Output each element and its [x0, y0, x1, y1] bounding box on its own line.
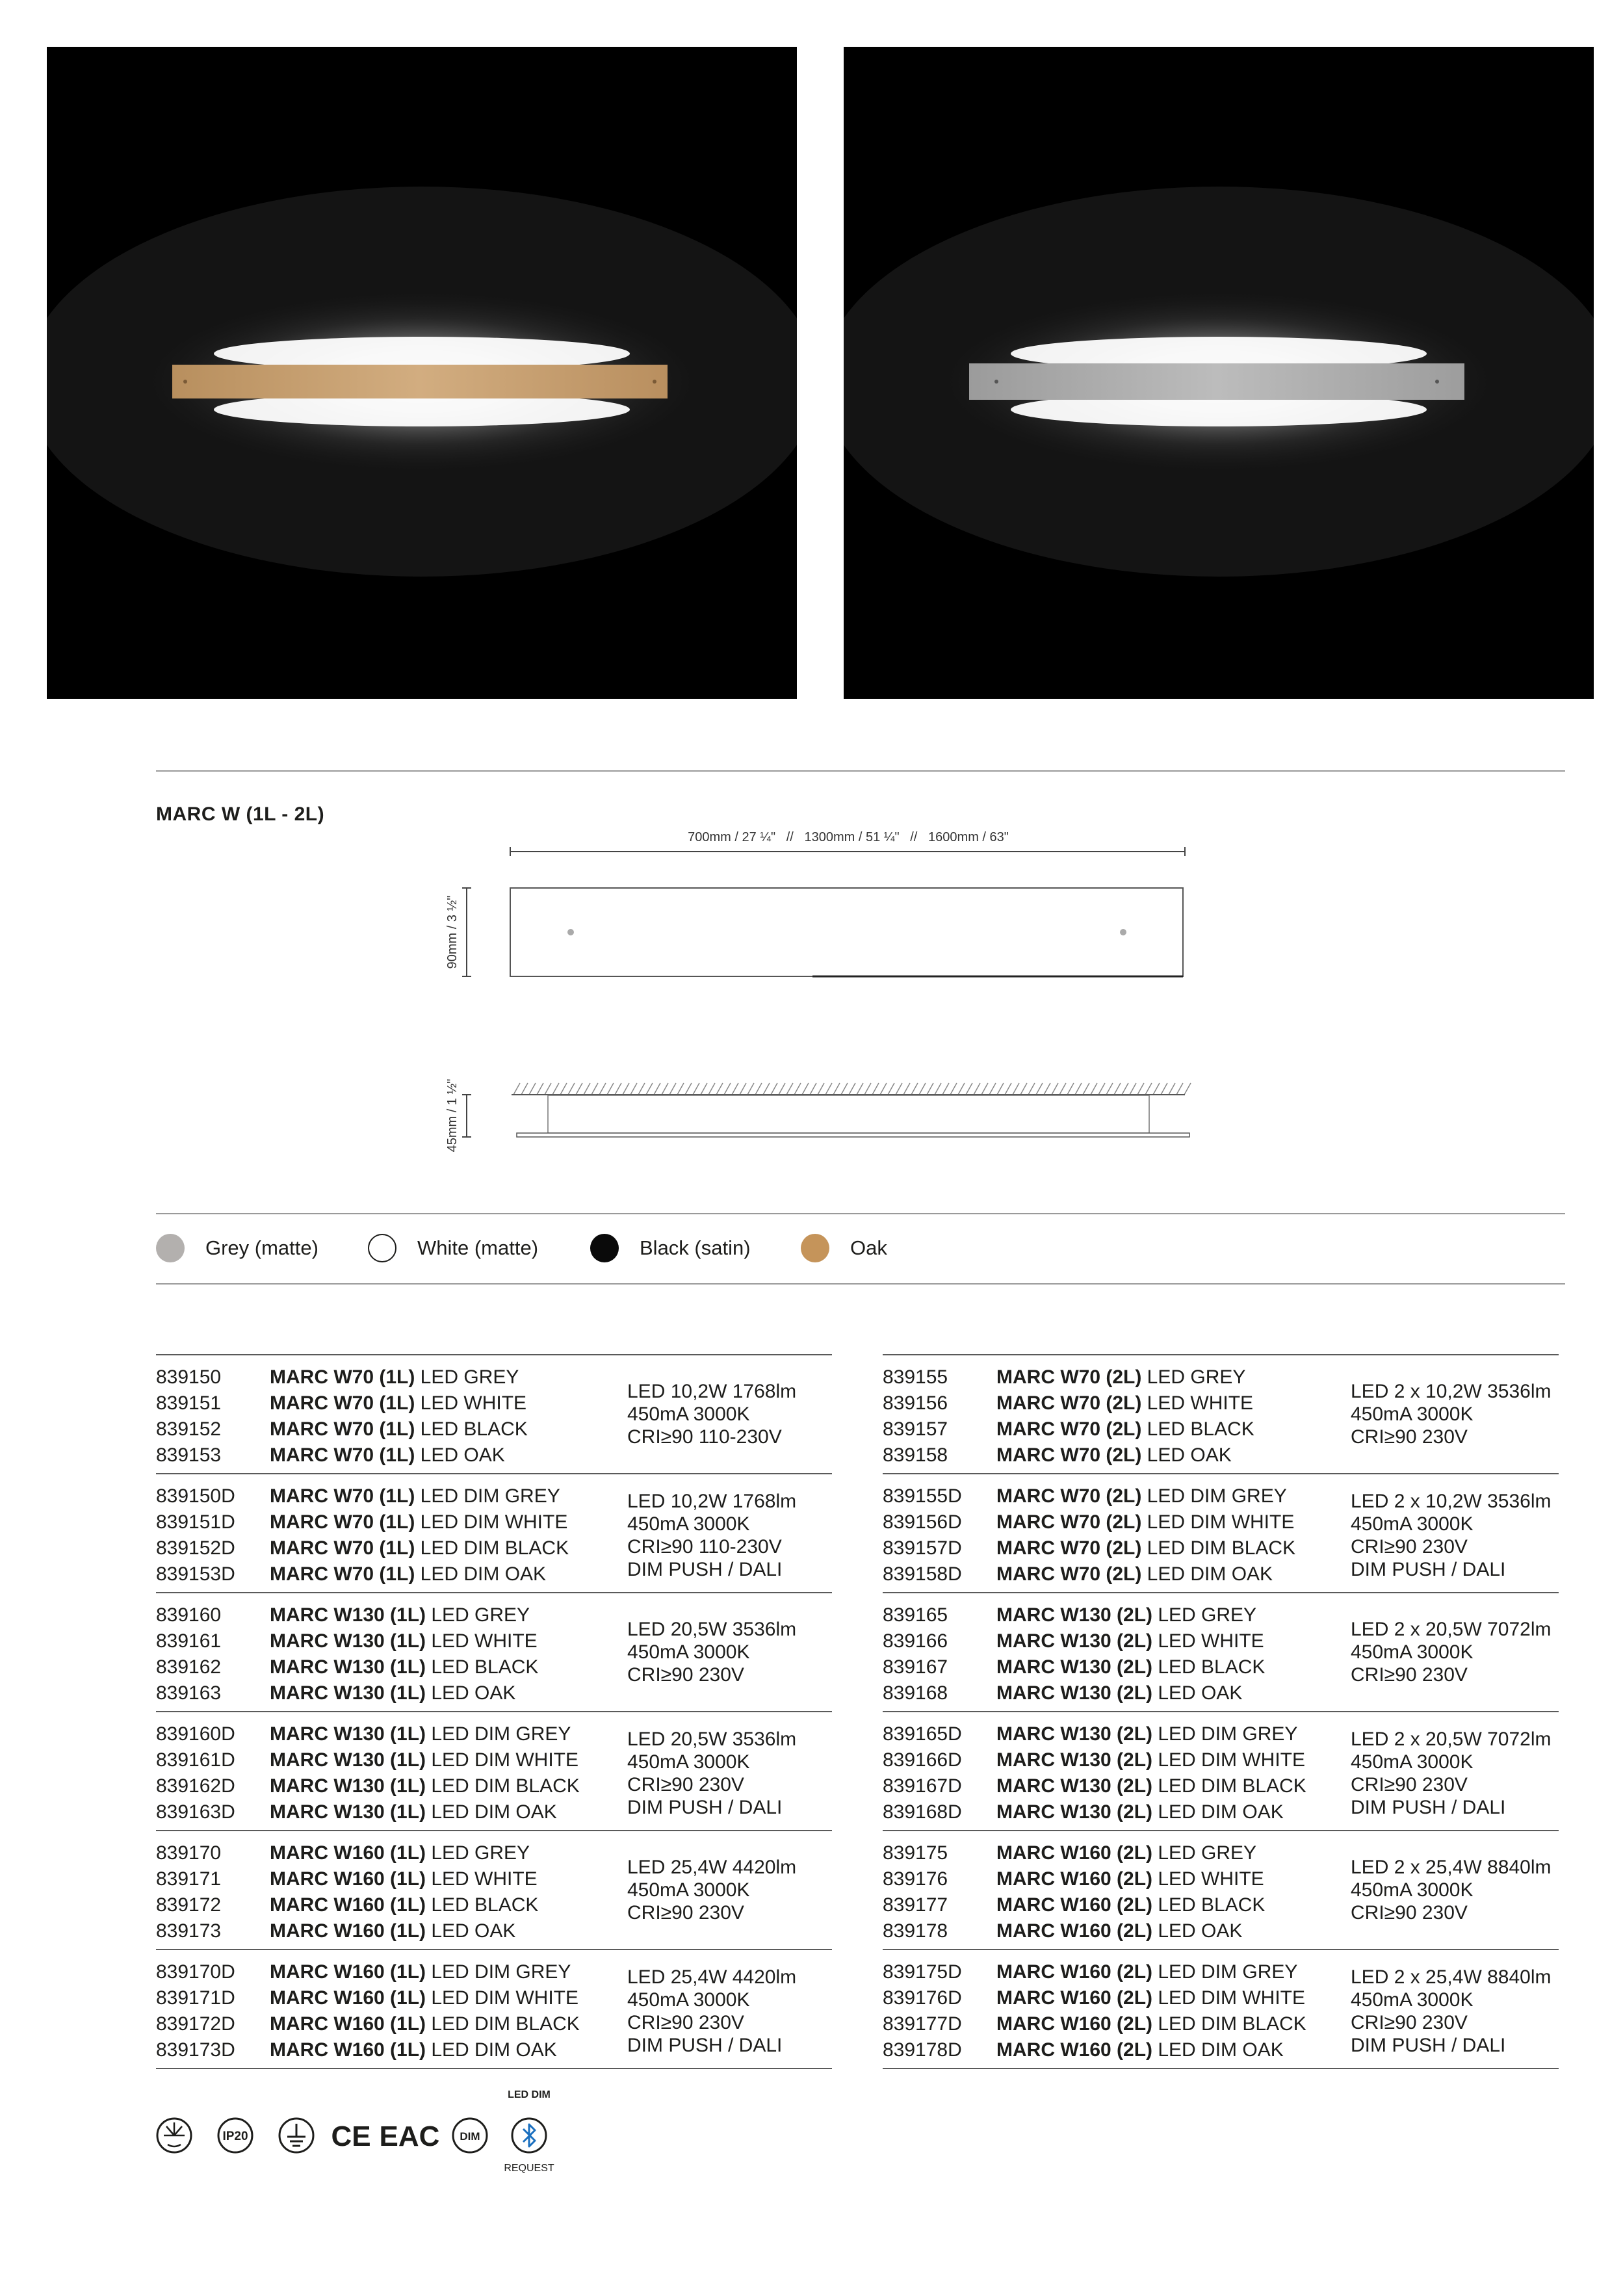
product-name [270, 1866, 538, 1892]
product-model: MARC W70 (1L) [270, 1392, 415, 1414]
product-name [996, 1535, 1295, 1561]
product-code: 839160 [156, 1604, 222, 1626]
spec-line: CRI≥90 230V [1351, 1664, 1468, 1686]
product-name [996, 1416, 1254, 1442]
product-name [270, 1892, 538, 1918]
led-dim-caption: LED DIM [508, 2089, 551, 2100]
spec-line: 450mA 3000K [627, 1989, 750, 2011]
product-code: 839153 [156, 1444, 222, 1466]
product-name [270, 1721, 571, 1747]
product-name [270, 1747, 578, 1773]
product-code: 839166D [883, 1749, 962, 1771]
product-variant: LED WHITE [1152, 1868, 1264, 1890]
product-code: 839172 [156, 1894, 222, 1916]
spec-line: CRI≥90 230V [627, 1774, 744, 1795]
spec-block [1351, 1618, 1551, 1686]
finishes-bottom-rule [156, 1283, 1565, 1285]
swatch-black [590, 1234, 619, 1262]
certification-icons [155, 2082, 571, 2173]
finish-black [590, 1234, 801, 1262]
product-variant: LED DIM GREY [1152, 1961, 1298, 1983]
product-name [996, 2037, 1284, 2063]
spec-line: CRI≥90 230V [1351, 1536, 1468, 1558]
product-name [996, 1364, 1245, 1390]
product-code: 839165D [883, 1723, 962, 1745]
product-code: 839176 [883, 1868, 948, 1890]
spec-line: LED 2 x 25,4W 8840lm [1351, 1857, 1552, 1878]
product-name [270, 1364, 519, 1390]
swatch-oak [801, 1234, 829, 1262]
product-model: MARC W160 (1L) [270, 1961, 426, 1983]
product-variant: LED OAK [426, 1682, 516, 1704]
spec-block [627, 1380, 796, 1448]
product-model: MARC W130 (2L) [996, 1604, 1153, 1626]
product-model: MARC W160 (1L) [270, 1894, 426, 1916]
product-variant: LED DIM BLACK [1141, 1537, 1296, 1559]
product-variant: LED DIM OAK [426, 2039, 557, 2061]
product-variant: LED DIM WHITE [1141, 1511, 1295, 1533]
product-model: MARC W130 (1L) [270, 1749, 426, 1771]
spec-line: 450mA 3000K [1351, 1989, 1474, 2011]
product-model: MARC W160 (1L) [270, 2039, 426, 2061]
product-variant: LED BLACK [415, 1418, 528, 1440]
product-code: 839173D [156, 2039, 235, 2061]
bluetooth-icon [512, 2119, 546, 2152]
product-variant: LED WHITE [426, 1868, 538, 1890]
product-model: MARC W160 (2L) [996, 2039, 1153, 2061]
product-variant: LED DIM OAK [426, 1801, 557, 1823]
product-model: MARC W70 (2L) [996, 1511, 1142, 1533]
spec-line: 450mA 3000K [1351, 1513, 1474, 1535]
product-model: MARC W130 (2L) [996, 1656, 1153, 1678]
spec-line: LED 10,2W 1768lm [627, 1381, 797, 1402]
product-model: MARC W70 (1L) [270, 1563, 415, 1585]
product-code: 839158 [883, 1444, 948, 1466]
product-code: 839177D [883, 2013, 962, 2035]
product-model: MARC W160 (2L) [996, 1894, 1153, 1916]
spec-block [1351, 1490, 1551, 1581]
product-model: MARC W70 (1L) [270, 1485, 415, 1507]
product-model: MARC W70 (1L) [270, 1537, 415, 1559]
finish-label: Oak [850, 1236, 887, 1259]
spec-block [627, 1728, 796, 1819]
product-variant: LED DIM GREY [1152, 1723, 1298, 1745]
product-name [270, 1416, 528, 1442]
product-code: 839152 [156, 1418, 222, 1440]
product-code: 839156D [883, 1511, 962, 1533]
swatch-white [368, 1234, 396, 1262]
product-model: MARC W70 (2L) [996, 1418, 1142, 1440]
product-variant: LED GREY [426, 1604, 530, 1626]
product-name [996, 1959, 1297, 1985]
product-name [996, 1680, 1242, 1706]
product-code: 839168 [883, 1682, 948, 1704]
product-model: MARC W130 (2L) [996, 1749, 1153, 1771]
product-code: 839161D [156, 1749, 235, 1771]
product-name [996, 1747, 1305, 1773]
product-name [270, 1959, 571, 1985]
product-code: 839157 [883, 1418, 948, 1440]
product-variant: LED WHITE [1141, 1392, 1254, 1414]
spec-line: 450mA 3000K [1351, 1879, 1474, 1901]
product-name [996, 1918, 1242, 1944]
product-variant: LED GREY [1152, 1604, 1257, 1626]
led-efficiency-icon [157, 2119, 191, 2152]
product-code: 839153D [156, 1563, 235, 1585]
product-variant: LED DIM WHITE [415, 1511, 568, 1533]
spec-block [627, 1490, 796, 1581]
product-variant: LED WHITE [1152, 1630, 1264, 1652]
product-variant: LED DIM GREY [426, 1723, 571, 1745]
product-name [270, 1535, 569, 1561]
spec-line: LED 25,4W 4420lm [627, 1857, 797, 1878]
spec-line: CRI≥90 230V [627, 1902, 744, 1924]
product-variant: LED DIM BLACK [426, 1775, 580, 1797]
product-model: MARC W70 (1L) [270, 1418, 415, 1440]
length-dimension: 700mm / 27 ¼" // 1300mm / 51 ¼" // 1600mm / 63" [688, 830, 1009, 844]
product-name [996, 1773, 1306, 1799]
product-model: MARC W160 (2L) [996, 1842, 1153, 1864]
product-name [270, 1442, 505, 1468]
product-name [996, 1654, 1265, 1680]
finish-swatches [156, 1229, 887, 1268]
product-variant: LED OAK [1152, 1682, 1243, 1704]
spec-line: 450mA 3000K [627, 1879, 750, 1901]
product-model: MARC W160 (1L) [270, 2013, 426, 2035]
finish-white [368, 1234, 590, 1262]
finish-oak [801, 1234, 887, 1262]
product-model: MARC W130 (2L) [996, 1775, 1153, 1797]
product-model: MARC W160 (1L) [270, 1920, 426, 1942]
product-name [270, 1773, 580, 1799]
product-model: MARC W70 (1L) [270, 1444, 415, 1466]
product-name [996, 1602, 1256, 1628]
product-name [270, 2037, 557, 2063]
product-model: MARC W70 (2L) [996, 1366, 1142, 1388]
product-variant: LED OAK [1152, 1920, 1243, 1942]
spec-line: DIM PUSH / DALI [1351, 1559, 1506, 1580]
product-variant: LED GREY [1141, 1366, 1246, 1388]
product-name [270, 2011, 580, 2037]
product-group [883, 1592, 1559, 1711]
product-code: 839151D [156, 1511, 235, 1533]
product-group [156, 1473, 832, 1592]
product-code: 839165 [883, 1604, 948, 1626]
spec-line: CRI≥90 230V [1351, 2012, 1468, 2033]
product-model: MARC W130 (1L) [270, 1604, 426, 1626]
product-variant: LED GREY [1152, 1842, 1257, 1864]
product-model: MARC W160 (1L) [270, 1842, 426, 1864]
product-model: MARC W130 (2L) [996, 1723, 1153, 1745]
dim-icon [453, 2119, 487, 2152]
product-code: 839155 [883, 1366, 948, 1388]
product-name [270, 1680, 515, 1706]
product-code: 839156 [883, 1392, 948, 1414]
front-view-outline [510, 888, 1183, 976]
product-model: MARC W70 (1L) [270, 1366, 415, 1388]
product-model: MARC W130 (1L) [270, 1723, 426, 1745]
product-name [996, 1799, 1284, 1825]
product-group [156, 1592, 832, 1711]
product-model: MARC W70 (2L) [996, 1444, 1142, 1466]
product-name [996, 2011, 1306, 2037]
product-variant: LED DIM WHITE [1152, 1749, 1306, 1771]
spec-line: LED 2 x 20,5W 7072lm [1351, 1619, 1552, 1640]
product-model: MARC W160 (2L) [996, 1868, 1153, 1890]
product-variant: LED DIM OAK [1152, 1801, 1284, 1823]
product-variant: LED DIM BLACK [1152, 2013, 1306, 2035]
product-variant: LED DIM BLACK [1152, 1775, 1306, 1797]
spec-line: LED 2 x 20,5W 7072lm [1351, 1729, 1552, 1750]
ce-mark-icon: CE [331, 2120, 371, 2152]
product-variant: LED WHITE [415, 1392, 527, 1414]
spec-line: DIM PUSH / DALI [1351, 2035, 1506, 2056]
product-name [270, 1561, 546, 1587]
product-name [270, 1390, 526, 1416]
product-model: MARC W160 (2L) [996, 1961, 1153, 1983]
product-code: 839167 [883, 1656, 948, 1678]
product-name [996, 1892, 1265, 1918]
product-variant: LED BLACK [1152, 1656, 1266, 1678]
product-code: 839171D [156, 1987, 235, 2009]
product-code: 839170D [156, 1961, 235, 1983]
product-code: 839162D [156, 1775, 235, 1797]
product-name [996, 1985, 1305, 2011]
spec-line: CRI≥90 230V [1351, 1774, 1468, 1795]
spec-line: CRI≥90 230V [1351, 1426, 1468, 1448]
product-code: 839170 [156, 1842, 222, 1864]
spec-line: LED 2 x 25,4W 8840lm [1351, 1966, 1552, 1988]
swatch-grey [156, 1234, 185, 1262]
product-variant: LED DIM BLACK [426, 2013, 580, 2035]
spec-line: CRI≥90 110-230V [627, 1426, 782, 1448]
product-code: 839173 [156, 1920, 222, 1942]
product-name [270, 1509, 567, 1535]
height-dimension: 90mm / 3 ½" [445, 895, 460, 969]
finish-label: Grey (matte) [205, 1236, 318, 1259]
product-group [883, 1711, 1559, 1830]
product-code: 839163D [156, 1801, 235, 1823]
spec-line: 450mA 3000K [627, 1403, 750, 1425]
product-name [270, 1483, 560, 1509]
product-name [270, 1799, 557, 1825]
product-name [996, 1561, 1273, 1587]
product-name [996, 1390, 1253, 1416]
product-variant: LED BLACK [1152, 1894, 1266, 1916]
product-table-1l [156, 1354, 832, 2069]
product-variant: LED WHITE [426, 1630, 538, 1652]
product-variant: LED DIM BLACK [415, 1537, 569, 1559]
product-code: 839172D [156, 2013, 235, 2035]
spec-line: DIM PUSH / DALI [627, 1559, 783, 1580]
product-variant: LED DIM OAK [1152, 2039, 1284, 2061]
spec-line: DIM PUSH / DALI [627, 2035, 783, 2056]
product-model: MARC W160 (1L) [270, 1987, 426, 2009]
spec-line: LED 10,2W 1768lm [627, 1491, 797, 1512]
product-model: MARC W160 (2L) [996, 2013, 1153, 2035]
product-variant: LED DIM OAK [415, 1563, 547, 1585]
product-variant: LED OAK [426, 1920, 516, 1942]
product-model: MARC W70 (2L) [996, 1563, 1142, 1585]
product-variant: LED DIM WHITE [1152, 1987, 1306, 2009]
spec-line: 450mA 3000K [1351, 1641, 1474, 1663]
product-variant: LED GREY [415, 1366, 519, 1388]
product-model: MARC W160 (2L) [996, 1987, 1153, 2009]
spec-block [1351, 1966, 1551, 2057]
product-variant: LED OAK [415, 1444, 505, 1466]
product-name [270, 1985, 578, 2011]
spec-block [1351, 1728, 1551, 1819]
product-model: MARC W130 (2L) [996, 1630, 1153, 1652]
product-code: 839155D [883, 1485, 962, 1507]
spec-line: CRI≥90 230V [1351, 1902, 1468, 1924]
product-code: 839167D [883, 1775, 962, 1797]
product-code: 839161 [156, 1630, 222, 1652]
product-group [156, 1354, 832, 1473]
product-code: 839158D [883, 1563, 962, 1585]
product-name [996, 1840, 1256, 1866]
ip20-icon [218, 2119, 252, 2152]
spec-line: 450mA 3000K [1351, 1751, 1474, 1773]
product-group [883, 1354, 1559, 1473]
spec-block [1351, 1856, 1551, 1924]
spec-block [627, 1966, 796, 2057]
product-model: MARC W70 (1L) [270, 1511, 415, 1533]
product-model: MARC W130 (2L) [996, 1801, 1153, 1823]
product-variant: LED DIM WHITE [426, 1749, 579, 1771]
finish-label: White (matte) [417, 1236, 539, 1259]
product-model: MARC W130 (1L) [270, 1656, 426, 1678]
product-code: 839166 [883, 1630, 948, 1652]
product-variant: LED DIM WHITE [426, 1987, 579, 2009]
product-code: 839162 [156, 1656, 222, 1678]
product-code: 839151 [156, 1392, 222, 1414]
product-model: MARC W130 (1L) [270, 1801, 426, 1823]
product-title: MARC W (1L - 2L) [156, 803, 325, 825]
product-variant: LED DIM OAK [1141, 1563, 1273, 1585]
product-group [883, 1830, 1559, 1949]
earth-ground-icon [279, 2119, 313, 2152]
product-name [996, 1442, 1232, 1468]
product-group [156, 1949, 832, 2069]
product-code: 839176D [883, 1987, 962, 2009]
product-name [996, 1628, 1264, 1654]
product-name [270, 1654, 538, 1680]
depth-dimension: 45mm / 1 ½" [445, 1078, 460, 1153]
spec-line: 450mA 3000K [627, 1751, 750, 1773]
product-model: MARC W70 (2L) [996, 1485, 1142, 1507]
product-code: 839150 [156, 1366, 222, 1388]
product-code: 839160D [156, 1723, 235, 1745]
product-model: MARC W130 (1L) [270, 1682, 426, 1704]
product-model: MARC W130 (1L) [270, 1630, 426, 1652]
product-variant: LED OAK [1141, 1444, 1232, 1466]
eac-mark-icon: EAC [379, 2120, 440, 2152]
spec-line: LED 20,5W 3536lm [627, 1619, 797, 1640]
product-variant: LED DIM GREY [415, 1485, 560, 1507]
product-variant: LED BLACK [1141, 1418, 1254, 1440]
product-code: 839150D [156, 1485, 235, 1507]
product-model: MARC W130 (1L) [270, 1775, 426, 1797]
product-table-2l [883, 1354, 1559, 2069]
spec-line: LED 2 x 10,2W 3536lm [1351, 1491, 1552, 1512]
spec-line: 450mA 3000K [1351, 1403, 1474, 1425]
product-name [270, 1918, 515, 1944]
product-code: 839168D [883, 1801, 962, 1823]
product-code: 839163 [156, 1682, 222, 1704]
spec-line: DIM PUSH / DALI [1351, 1797, 1506, 1818]
product-variant: LED GREY [426, 1842, 530, 1864]
product-model: MARC W160 (1L) [270, 1868, 426, 1890]
product-model: MARC W130 (2L) [996, 1682, 1153, 1704]
spec-line: LED 2 x 10,2W 3536lm [1351, 1381, 1552, 1402]
product-name [270, 1602, 530, 1628]
product-name [996, 1509, 1294, 1535]
spec-line: LED 25,4W 4420lm [627, 1966, 797, 1988]
spec-line: CRI≥90 230V [627, 1664, 744, 1686]
product-variant: LED BLACK [426, 1656, 539, 1678]
product-name [270, 1840, 530, 1866]
product-code: 839157D [883, 1537, 962, 1559]
product-variant: LED DIM GREY [1141, 1485, 1287, 1507]
finish-grey [156, 1234, 368, 1262]
product-code: 839171 [156, 1868, 222, 1890]
product-group [883, 1473, 1559, 1592]
product-variant: LED DIM GREY [426, 1961, 571, 1983]
svg-text:DIM: DIM [460, 2130, 480, 2143]
product-code: 839152D [156, 1537, 235, 1559]
product-code: 839177 [883, 1894, 948, 1916]
product-name [996, 1721, 1297, 1747]
spec-line: CRI≥90 230V [627, 2012, 744, 2033]
product-name [270, 1628, 538, 1654]
spec-line: LED 20,5W 3536lm [627, 1729, 797, 1750]
spec-line: DIM PUSH / DALI [627, 1797, 783, 1818]
finish-label: Black (satin) [640, 1236, 751, 1259]
spec-block [627, 1856, 796, 1924]
request-caption: REQUEST [504, 2163, 554, 2173]
product-code: 839175 [883, 1842, 948, 1864]
product-model: MARC W70 (2L) [996, 1392, 1142, 1414]
spec-line: 450mA 3000K [627, 1513, 750, 1535]
product-variant: LED BLACK [426, 1894, 539, 1916]
side-view [512, 1083, 1191, 1137]
ip-rating: IP20 [222, 2130, 248, 2143]
product-name [996, 1866, 1264, 1892]
product-code: 839178 [883, 1920, 948, 1942]
product-group [883, 1949, 1559, 2069]
spec-block [627, 1618, 796, 1686]
product-name [996, 1483, 1287, 1509]
spec-line: 450mA 3000K [627, 1641, 750, 1663]
product-group [156, 1830, 832, 1949]
spec-block [1351, 1380, 1551, 1448]
product-code: 839178D [883, 2039, 962, 2061]
finishes-top-rule [156, 1213, 1565, 1214]
spec-line: CRI≥90 110-230V [627, 1536, 782, 1558]
product-code: 839175D [883, 1961, 962, 1983]
product-model: MARC W160 (2L) [996, 1920, 1153, 1942]
product-model: MARC W70 (2L) [996, 1537, 1142, 1559]
product-group [156, 1711, 832, 1830]
